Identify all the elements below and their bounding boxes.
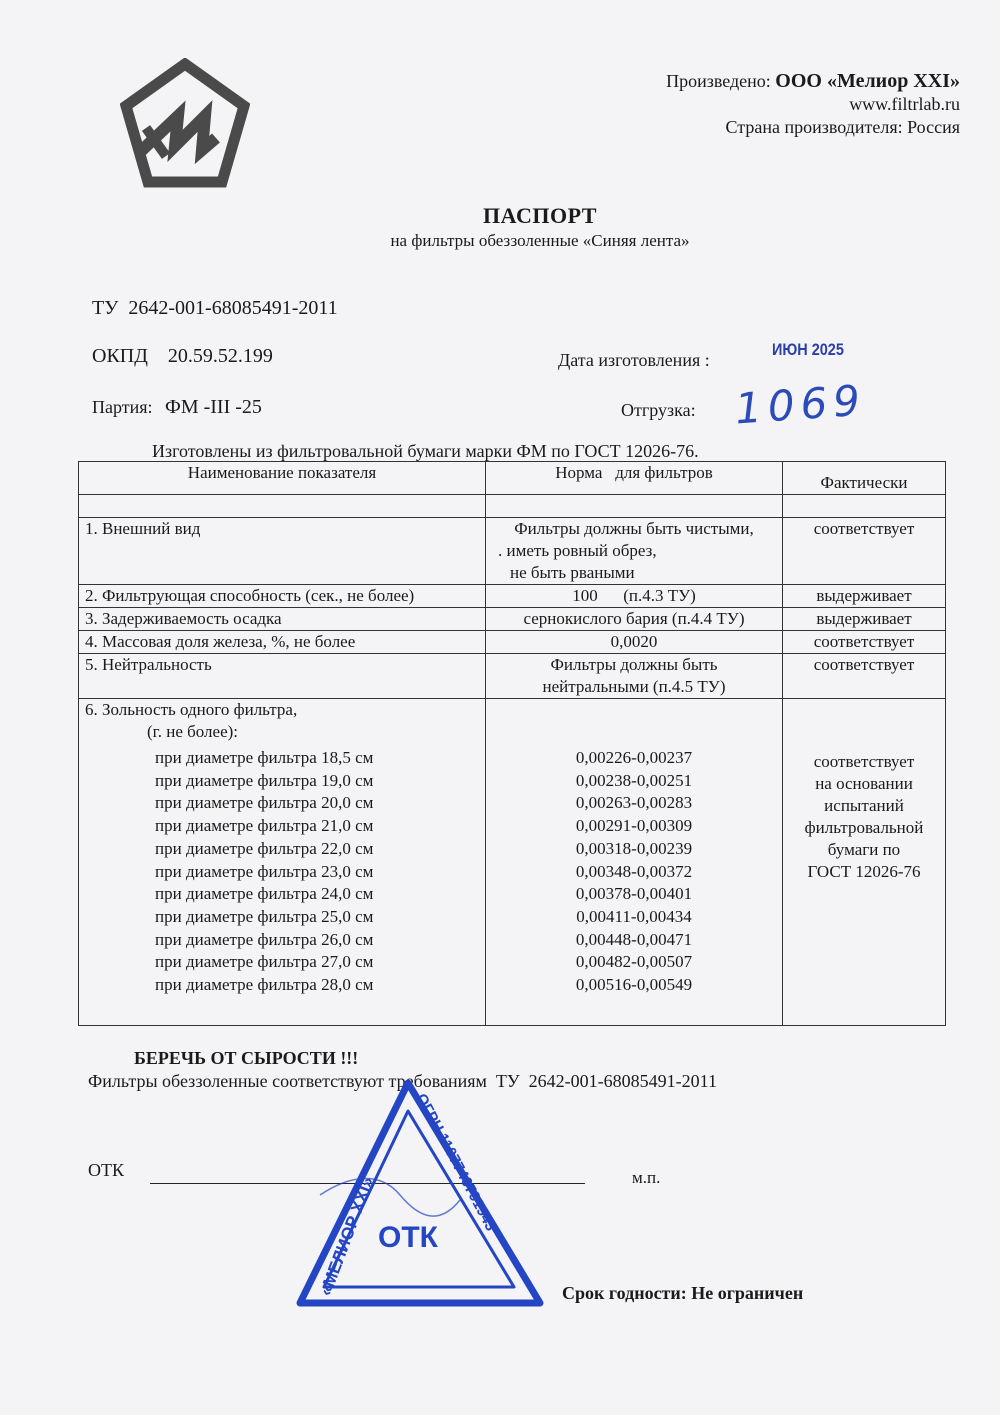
row-norm bbox=[486, 654, 783, 699]
ash-item-value: 0,00263-0,00283 bbox=[575, 793, 693, 813]
shipment-handwritten: 1069 bbox=[733, 375, 868, 434]
produced-label: Произведено: bbox=[666, 71, 771, 91]
ash-actual-line: бумаги по bbox=[827, 840, 901, 859]
country: Страна производителя: Россия bbox=[725, 117, 960, 137]
ash-title: 6. Зольность одного фильтра, bbox=[85, 700, 298, 719]
company-logo bbox=[120, 58, 250, 188]
row-norm: 0,0020 bbox=[486, 631, 783, 654]
producer-block bbox=[666, 70, 960, 139]
ash-item-value: 0,00318-0,00239 bbox=[575, 838, 693, 858]
ash-item-label: при диаметре фильтра 20,0 см bbox=[155, 793, 374, 813]
table-row-ash bbox=[79, 699, 946, 1026]
row-actual: соответствует bbox=[783, 518, 946, 585]
keep-dry-warning: БЕРЕЧЬ ОТ СЫРОСТИ !!! bbox=[134, 1048, 359, 1068]
ash-item-label: при диаметре фильтра 21,0 см bbox=[155, 816, 374, 836]
shipment-label: Отгрузка: bbox=[621, 400, 696, 420]
ash-item-label: при диаметре фильтра 23,0 см bbox=[155, 861, 374, 881]
ash-item-label: при диаметре фильтра 27,0 см bbox=[155, 952, 374, 972]
compliance-statement: Фильтры обеззоленные соответствуют требованиям ТУ 2642-001-68085491-2011 bbox=[88, 1071, 717, 1091]
page-subtitle: на фильтры обеззоленные «Синяя лента» bbox=[390, 231, 690, 250]
ash-actual-line: ГОСТ 12026-76 bbox=[807, 862, 921, 881]
date-stamp: ИЮН 2025 bbox=[772, 340, 844, 359]
website: www.filtrlab.ru bbox=[849, 94, 960, 114]
party-value: ФМ -III -25 bbox=[165, 396, 262, 418]
party bbox=[92, 396, 262, 419]
ash-item-value: 0,00226-0,00237 bbox=[575, 748, 693, 767]
norm-line: Фильтры должны быть bbox=[550, 655, 718, 674]
stamp-center-text: ОТК bbox=[378, 1221, 438, 1254]
ash-item-value: 0,00238-0,00251 bbox=[575, 770, 693, 790]
ash-item-value: 0,00291-0,00309 bbox=[575, 816, 693, 836]
table-row bbox=[79, 654, 946, 699]
header-actual: Фактически bbox=[783, 462, 946, 495]
ash-item-label: при диаметре фильтра 25,0 см bbox=[155, 906, 374, 926]
norm-line: . иметь ровный обрез, bbox=[498, 541, 657, 560]
ash-actual bbox=[783, 699, 946, 1026]
page-title: ПАСПОРТ bbox=[483, 203, 597, 228]
ash-item-value: 0,00448-0,00471 bbox=[575, 929, 693, 949]
row-name: 5. Нейтральность bbox=[79, 654, 486, 699]
table-row bbox=[79, 631, 946, 654]
norm-line: нейтральными (п.4.5 ТУ) bbox=[542, 677, 726, 696]
row-name: 4. Массовая доля железа, %, не более bbox=[79, 631, 486, 654]
ash-item-value: 0,00348-0,00372 bbox=[575, 861, 693, 881]
ash-item-label: при диаметре фильтра 26,0 см bbox=[155, 929, 374, 949]
ash-item-value: 0,00516-0,00549 bbox=[575, 975, 693, 995]
table-row bbox=[79, 608, 946, 631]
row-norm: 100 (п.4.3 ТУ) bbox=[486, 585, 783, 608]
stamp-right-text: ОГРН 1107746791943 bbox=[412, 1090, 500, 1234]
row-actual: выдерживает bbox=[783, 585, 946, 608]
ash-item-value: 0,00411-0,00434 bbox=[576, 906, 692, 926]
ash-actual-line: испытаний bbox=[824, 796, 904, 815]
ash-item-label: при диаметре фильтра 28,0 см bbox=[155, 975, 374, 995]
ash-item-label: при диаметре фильтра 22,0 см bbox=[155, 838, 374, 858]
ash-names bbox=[79, 699, 486, 1026]
mp-label: м.п. bbox=[632, 1168, 661, 1187]
stamp-left-text: «МЕЛИОР XXI» bbox=[315, 1174, 378, 1299]
ash-actual-line: фильтровальной bbox=[804, 818, 924, 837]
ash-subtitle: (г. не более): bbox=[147, 722, 238, 741]
row-norm bbox=[486, 518, 783, 585]
table-spacer-row bbox=[79, 495, 946, 518]
row-actual: соответствует bbox=[783, 654, 946, 699]
ash-item-value: 0,00482-0,00507 bbox=[575, 952, 693, 972]
okpd-code: ОКПД 20.59.52.199 bbox=[92, 345, 273, 367]
ash-item-label: при диаметре фильтра 24,0 см bbox=[155, 884, 374, 904]
company-name: ООО «Мелиор XXI» bbox=[775, 70, 960, 92]
shelf-life: Срок годности: Не ограничен bbox=[562, 1283, 804, 1303]
spec-table bbox=[78, 461, 946, 1026]
tu-number: ТУ 2642-001-68085491-2011 bbox=[92, 297, 338, 319]
table-header-row bbox=[79, 462, 946, 495]
ash-values bbox=[486, 699, 783, 1026]
table-row bbox=[79, 518, 946, 585]
table-row bbox=[79, 585, 946, 608]
row-name: 2. Фильтрующая способность (сек., не более) bbox=[79, 585, 486, 608]
row-actual: соответствует bbox=[783, 631, 946, 654]
date-label: Дата изготовления : bbox=[558, 350, 710, 370]
norm-line: не быть рваными bbox=[510, 563, 635, 582]
ash-actual-line: соответствует bbox=[813, 752, 915, 771]
otk-stamp bbox=[290, 1075, 550, 1315]
material-note: Изготовлены из фильтровальной бумаги марки ФМ по ГОСТ 12026-76. bbox=[152, 441, 699, 461]
row-name: 1. Внешний вид bbox=[79, 518, 486, 585]
ash-actual-line: на основании bbox=[815, 774, 913, 793]
row-name: 3. Задерживаемость осадка bbox=[79, 608, 486, 631]
norm-line: Фильтры должны быть чистыми, bbox=[514, 519, 754, 538]
ash-item-value: 0,00378-0,00401 bbox=[575, 884, 693, 904]
header-name: Наименование показателя bbox=[79, 462, 486, 495]
ash-item-label: при диаметре фильтра 18,5 см bbox=[155, 748, 374, 767]
row-actual: выдерживает bbox=[783, 608, 946, 631]
header-norm: Норма для фильтров bbox=[486, 462, 783, 495]
ash-item-label: при диаметре фильтра 19,0 см bbox=[155, 770, 374, 790]
otk-label: ОТК bbox=[88, 1160, 124, 1180]
row-norm: сернокислого бария (п.4.4 ТУ) bbox=[486, 608, 783, 631]
party-label: Партия: bbox=[92, 397, 153, 417]
